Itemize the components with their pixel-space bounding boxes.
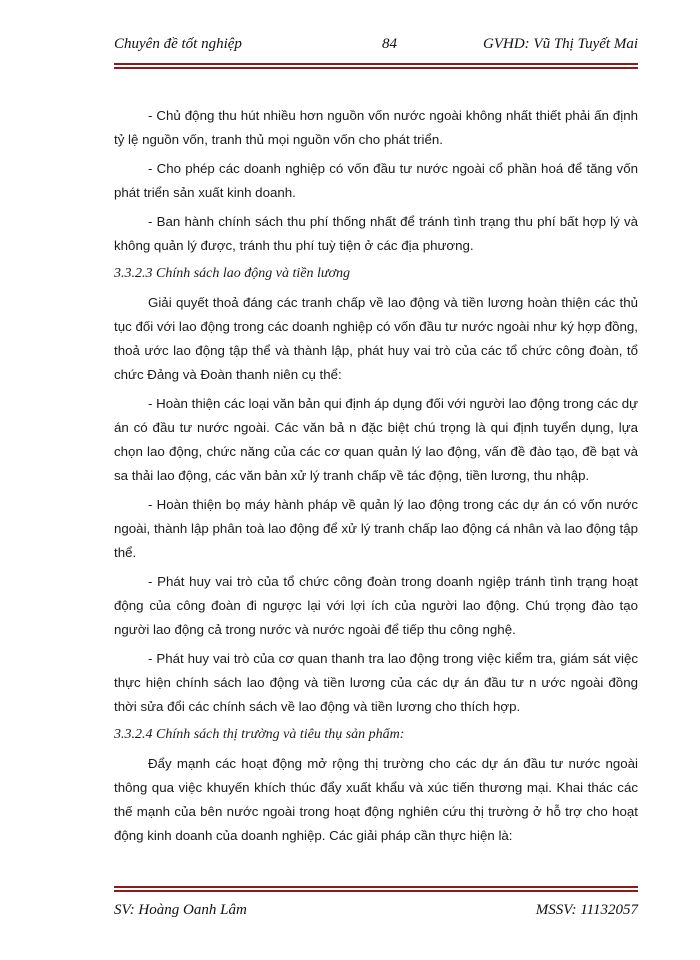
header-rule <box>114 63 638 69</box>
section-heading: 3.3.2.3 Chính sách lao động và tiền lương <box>114 266 350 281</box>
paragraph: - Phát huy vai trò của cơ quan thanh tra lao động trong việc kiểm tra, giám sát việc thực hiện chính sách lao động và tiền lương của các dự án đầu tư n ước ngoài đồng thời sửa đổi các chính sách về lao động và tiền lương cho thích hợp. <box>114 651 638 714</box>
page-header <box>114 36 638 58</box>
header-title: Chuyên đề tốt nghiệp <box>114 36 242 52</box>
footer-student: SV: Hoàng Oanh Lâm <box>114 902 247 918</box>
paragraph: - Hoàn thiện các loại văn bản qui định áp dụng đối với người lao động trong các dự án có đầu tư nước ngoài. Các văn bả n đặc biệt chú trọng là qui định tuyển dụng, lựa chọn lao động, chức năng của các cơ quan quản lý lao động, vấn đề đào tạo, đề bạt và sa thải lao động, các văn bản xử lý tranh chấp về tác động, tiền lương, thu nhập. <box>114 396 638 483</box>
paragraph: - Hoàn thiện bọ máy hành pháp về quản lý lao động trong các dự án có vốn nước ngoài, thành lập phân toà lao động để xử lý tranh chấp lao động cá nhân và lao động tập thể. <box>114 497 638 560</box>
page-number: 84 <box>382 36 397 52</box>
paragraph: - Cho phép các doanh nghiệp có vốn đầu tư nước ngoài cổ phần hoá để tăng vốn phát triển sản xuất kinh doanh. <box>114 161 638 200</box>
footer-rule <box>114 886 638 892</box>
paragraph: Giải quyết thoả đáng các tranh chấp về lao động và tiền lương hoàn thiện các thủ tục đối với lao động trong các doanh nghiệp có vốn đầu tư nước ngoài như ký hợp đồng, thoả ước lao động tập thể và thành lập, phát huy vai trò của các tổ chức công đoàn, tổ chức Đảng và Đoàn thanh niên cụ thể: <box>114 295 638 382</box>
section-heading: 3.3.2.4 Chính sách thị trường và tiêu thụ sản phẩm: <box>114 727 405 742</box>
paragraph: - Ban hành chính sách thu phí thống nhất để tránh tình trạng thu phí bất hợp lý và không quản lý được, tránh thu phí tuỳ tiện ở các địa phương. <box>114 214 638 253</box>
paragraph: - Phát huy vai trò của tổ chức công đoàn trong doanh ngiệp tránh tình trạng hoạt động của công đoàn đi ngược lại với lợi ích của người lao động. Chú trọng đào tạo người lao động cả trong nước và nước ngoài để tiếp thu công nghệ. <box>114 574 638 637</box>
paragraph: - Chủ động thu hút nhiều hơn nguồn vốn nước ngoài không nhất thiết phải ấn định tỷ lệ nguồn vốn, tranh thủ mọi nguồn vốn cho phát triển. <box>114 108 638 147</box>
header-advisor: GVHD: Vũ Thị Tuyết Mai <box>483 36 638 52</box>
page-footer <box>114 902 638 924</box>
document-body <box>114 104 638 853</box>
footer-student-id: MSSV: 11132057 <box>535 902 638 918</box>
paragraph: Đẩy mạnh các hoạt động mở rộng thị trường cho các dự án đầu tư nước ngoài thông qua việc khuyến khích thúc đẩy xuất khẩu và xúc tiến thương mại. Khai thác các thế mạnh của bên nước ngoài trong hoạt động nghiên cứu thị trường ở hỗ trợ cho hoạt động kinh doanh của doanh nghiệp. Các giải pháp cần thực hiện là: <box>114 756 638 843</box>
